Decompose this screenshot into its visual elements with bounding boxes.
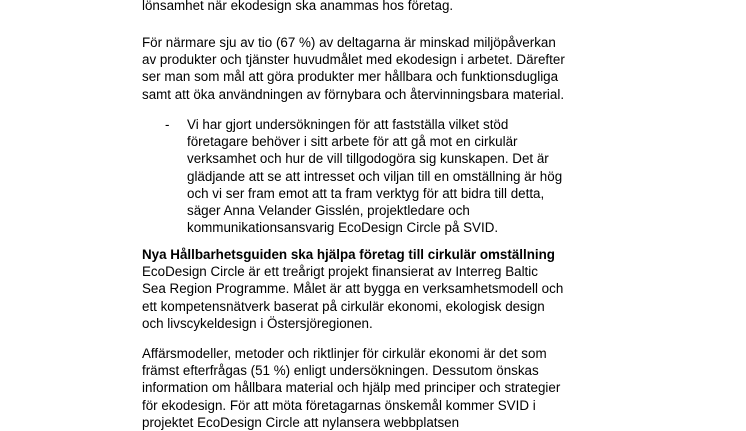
text-line: främst efterfrågas (51 %) enligt undersökningen. Dessutom önskas [142, 363, 539, 379]
text-line: och vi ser fram emot att ta fram verktyg för att bidra till detta, [187, 185, 545, 201]
text-line: information om hållbara material och hjälp med principer och strategier [142, 380, 561, 396]
text-line: Vi har gjort undersökningen för att fastställa vilket stöd [187, 117, 509, 132]
text-line: ser man som mål att göra produkter mer hållbara och funktionsdugliga [142, 69, 559, 85]
text-line: och livscykeldesign i Östersjöregionen. [142, 315, 373, 331]
text-line: glädjande att se att intresset och viljan till en omställning är hög [187, 168, 563, 184]
text-line: kommunikationsansvarig EcoDesign Circle på SVID. [187, 220, 499, 236]
text-line: säger Anna Velander Gisslén, projektledare och [187, 203, 470, 219]
text-line: lönsamhet när ekodesign ska anammas hos företag. [142, 0, 454, 13]
project-section [142, 246, 563, 332]
goals-paragraph [142, 34, 565, 103]
section-heading: Nya Hållbarhetsguiden ska hjälpa företag till cirkulär omställning [142, 247, 555, 262]
quote-paragraph [187, 116, 562, 236]
intro-paragraph-tail [142, 0, 453, 14]
text-line: för ekodesign. För att möta företagarnas önskemål kommer SVID i [142, 397, 536, 413]
text-line: av produkter och tjänster huvudmålet med ekodesign i arbetet. Därefter [142, 52, 565, 68]
text-line: Sea Region Programme. Målet är att bygga en verksamhetsmodell och [142, 281, 564, 297]
models-paragraph [142, 345, 560, 431]
quote-dash: - [165, 117, 170, 132]
text-line: ett kompetensnätverk baserat på cirkulär ekonomi, ekologisk design [142, 298, 545, 314]
text-line: För närmare sju av tio (67 %) av deltagarna är minskad miljöpåverkan [142, 35, 556, 50]
text-line: företagare behöver i sitt arbete för att gå mot en cirkulär [187, 134, 518, 150]
text-line: Affärsmodeller, metoder och riktlinjer för cirkulär ekonomi är det som [142, 346, 547, 361]
text-line: verksamhet och hur de vill tillgodogöra sig kunskapen. Det är [187, 151, 549, 167]
text-line: projektet EcoDesign Circle att nylansera webbplatsen [142, 414, 460, 430]
text-line: EcoDesign Circle är ett treårigt projekt finansierat av Interreg Baltic [142, 264, 538, 280]
text-line: samt att öka användningen av förnybara och återvinningsbara material. [142, 86, 565, 102]
